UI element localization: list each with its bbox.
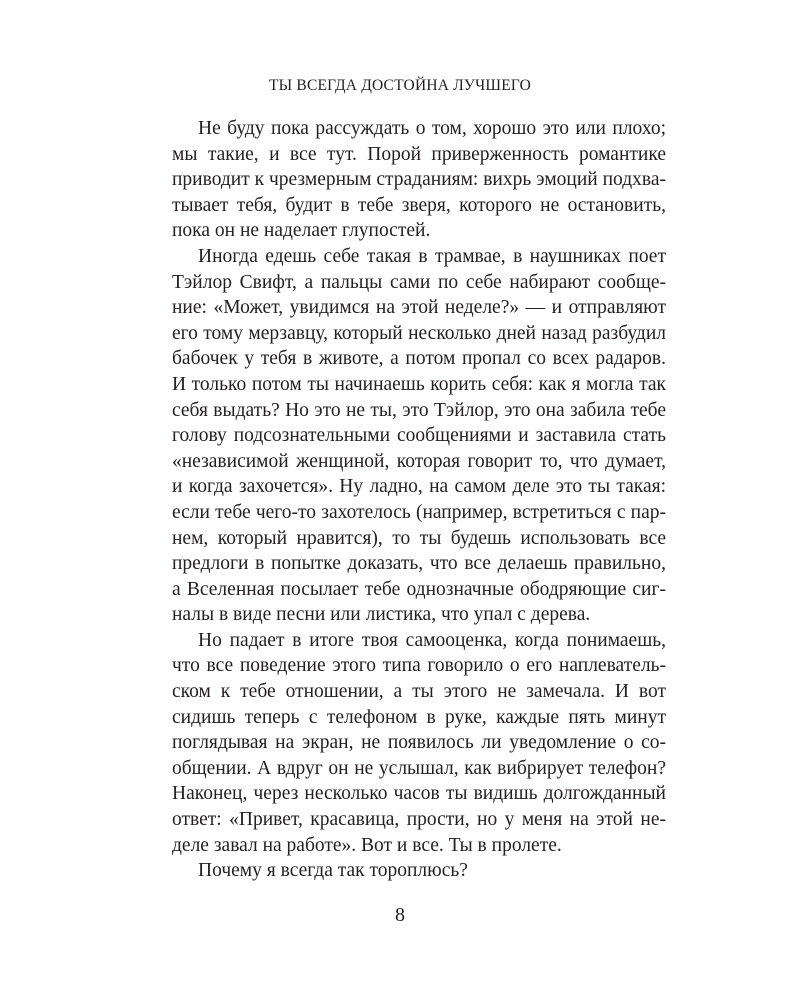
text-line: голову подсознательными сообщениями и заставила стать bbox=[172, 425, 666, 447]
text-line: приводит к чрезмерным страданиям: вихрь эмоций подхва- bbox=[172, 169, 667, 191]
text-line: мы такие, и все тут. Порой приверженность романтике bbox=[172, 143, 666, 165]
text-line: предлоги в попытке доказать, что все делаешь правильно, bbox=[172, 553, 666, 575]
text-line: его тому мерзавцу, который несколько дней назад разбудил bbox=[172, 322, 666, 344]
text-line: И только потом ты начинаешь корить себя: как я могла так bbox=[172, 373, 666, 395]
body-text bbox=[172, 116, 666, 884]
text-line: Иногда едешь себе такая в трамвае, в наушниках поет bbox=[198, 245, 666, 267]
text-line: поглядывая на экран, не появилось ли уведомление о со- bbox=[172, 732, 666, 754]
text-line: Почему я всегда так тороплюсь? bbox=[198, 860, 468, 882]
text-line: налы в виде песни или листика, что упал с дерева. bbox=[172, 604, 591, 626]
running-head: ТЫ ВСЕГДА ДОСТОЙНА ЛУЧШЕГО bbox=[268, 77, 532, 94]
text-line: если тебе чего-то захотелось (например, встретиться с пар- bbox=[172, 501, 666, 523]
text-line: ском к тебе отношении, а ты этого не замечала. И вот bbox=[172, 681, 666, 703]
page-number: 8 bbox=[395, 904, 405, 926]
text-line: бабочек у тебя в животе, а потом пропал со всех радаров. bbox=[172, 348, 666, 370]
text-line: а Вселенная посылает тебе однозначные ободряющие сиг- bbox=[172, 578, 666, 600]
text-line: деле завал на работе». Вот и все. Ты в пролете. bbox=[172, 834, 562, 856]
text-line: нем, который нравится), то ты будешь использовать все bbox=[172, 527, 666, 549]
text-line: «независимой женщиной, которая говорит то, что думает, bbox=[172, 450, 666, 472]
text-line: себя выдать? Но это не ты, это Тэйлор, это она забила тебе bbox=[172, 399, 666, 421]
text-line: Наконец, через несколько часов ты видишь долгожданный bbox=[172, 783, 666, 805]
text-line: Не буду пока рассуждать о том, хорошо это или плохо; bbox=[198, 118, 666, 139]
text-line: Тэйлор Свифт, а пальцы сами по себе набирают сообще- bbox=[172, 271, 666, 293]
text-line: сидишь теперь с телефоном в руке, каждые пять минут bbox=[172, 706, 666, 728]
text-line: ние: «Может, увидимся на этой неделе?» — и отправляют bbox=[172, 297, 666, 319]
text-line: тывает тебя, будит в тебе зверя, которого не остановить, bbox=[172, 194, 666, 216]
text-line: ответ: «Привет, красавица, прости, но у меня на этой не- bbox=[172, 809, 666, 831]
text-line: общении. А вдруг он не услышал, как вибрирует телефон? bbox=[172, 757, 666, 779]
text-line: и когда захочется». Ну ладно, на самом деле это ты такая: bbox=[172, 476, 666, 498]
text-line: пока он не наделает глупостей. bbox=[172, 220, 431, 242]
text-line: что все поведение этого типа говорило о его наплеватель- bbox=[172, 655, 666, 677]
text-line: Но падает в итоге твоя самооценка, когда понимаешь, bbox=[198, 629, 666, 651]
